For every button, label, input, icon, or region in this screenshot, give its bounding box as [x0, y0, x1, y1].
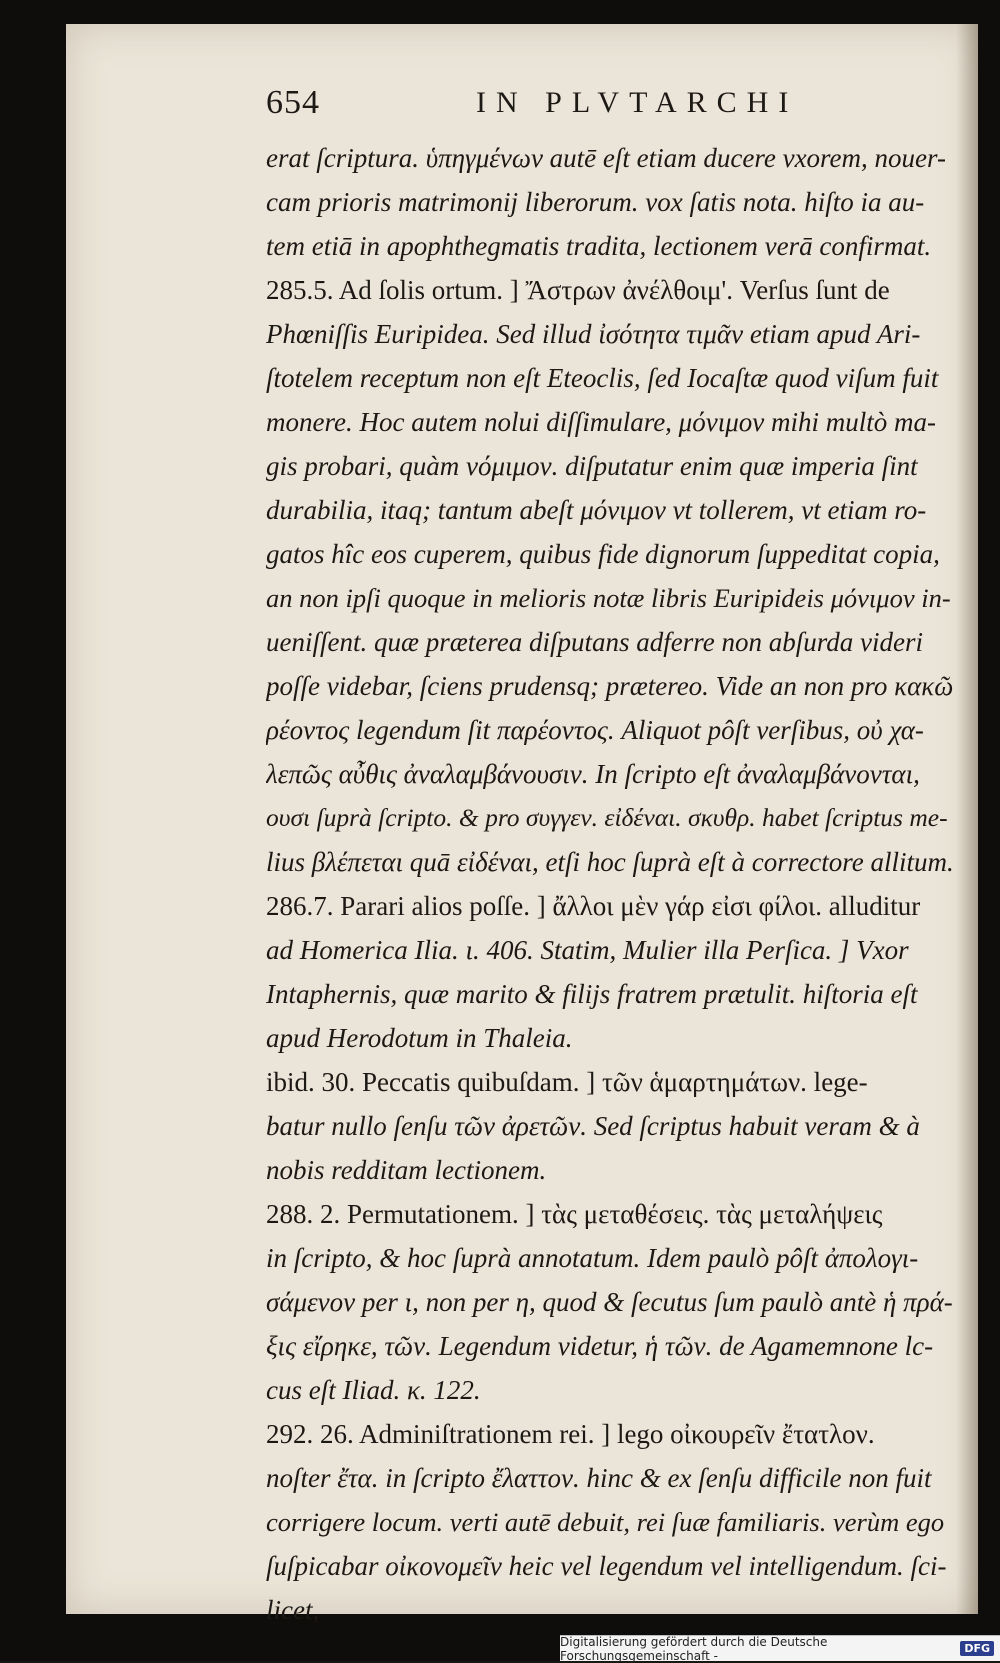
- text-line: ueniſſent. quæ præterea diſputans adferre non abſurda videri: [266, 627, 923, 657]
- digitization-credit-bar: [560, 1635, 1000, 1661]
- text-line: ibid. 30. Peccatis quibuſdam. ] τῶν ἁμαρτημάτων. lege-: [266, 1067, 868, 1097]
- book-page: [66, 24, 978, 1625]
- text-line: nobis redditam lectionem.: [266, 1155, 547, 1185]
- text-line: an non ipſi quoque in melioris notæ libris Euripideis μόνιμον in-: [266, 583, 951, 613]
- text-line: licet,: [266, 1595, 320, 1625]
- text-line: batur nullo ſenſu τῶν ἀρετῶν. Sed ſcriptus habuit veram & à: [266, 1111, 920, 1141]
- text-line: Phœniſſis Euripidea. Sed illud ἰσότητα τιμᾶν etiam apud Ari-: [266, 319, 921, 349]
- text-line: cam prioris matrimonij liberorum. vox ſatis nota. hiſto ia au-: [266, 187, 925, 217]
- text-line: corrigere locum. verti autē debuit, rei ſuæ familiaris. verùm ego: [266, 1507, 945, 1537]
- text-line: ſuſpicabar οἰκονομεῖν heic vel legendum vel intelligendum. ſci-: [266, 1551, 947, 1581]
- text-line: monere. Hoc autem nolui diſſimulare, μόνιμον mihi multò ma-: [266, 407, 937, 437]
- text-line: lius βλέπεται quā εἰδέναι, etſi hoc ſuprà eſt à correctore allitum.: [266, 847, 954, 877]
- page-number: 654: [266, 84, 320, 121]
- text-line: Intaphernis, quæ marito & filijs fratrem prætulit. hiſtoria eſt: [266, 979, 918, 1009]
- text-line: ſtotelem receptum non eſt Eteoclis, ſed Iocaſtæ quod viſum fuit: [266, 363, 939, 393]
- text-line: apud Herodotum in Thaleia.: [266, 1023, 573, 1053]
- page-header: [266, 84, 958, 134]
- text-line: 292. 26. Adminiſtrationem rei. ] lego οἰκουρεῖν ἔτατλον.: [266, 1419, 875, 1449]
- text-line: ad Homerica Ilia. ι. 406. Statim, Mulier illa Perſica. ] Vxor: [266, 935, 909, 965]
- credit-text: Digitalisierung gefördert durch die Deutsche Forschungsgemeinschaft -: [560, 1634, 828, 1663]
- text-line: erat ſcriptura. ὑπηγμένων autē eſt etiam ducere vxorem, nouer-: [266, 143, 946, 173]
- text-line: 285.5. Ad ſolis ortum. ] Ἄστρων ἀνέλθοιμ'. Verſus ſunt de: [266, 275, 890, 305]
- text-line: gis probari, quàm νόμιμον. diſputatur enim quæ imperia ſint: [266, 451, 918, 481]
- text-line: tem etiā in apophthegmatis tradita, lectionem verā confirmat.: [266, 231, 932, 261]
- text-line: ουσι ſuprà ſcripto. & pro συγγεν. εἰδέναι. σκυθρ. habet ſcriptus me-: [266, 803, 948, 832]
- text-line: ξις εἴρηκε, τῶν. Legendum videtur, ἡ τῶν. de Agamemnone lc-: [266, 1331, 934, 1361]
- text-line: noſter ἔτα. in ſcripto ἔλαττον. hinc & ex ſenſu difficile non fuit: [266, 1463, 932, 1493]
- text-line: poſſe videbar, ſciens prudensq; prætereo. Vide an non pro κακῶ: [266, 671, 954, 701]
- text-line: gatos hîc eos cuperem, quibus fide dignorum ſuppeditat copia,: [266, 539, 940, 569]
- dfg-logo-icon: DFG: [960, 1641, 994, 1656]
- commentary-text: [266, 136, 956, 1632]
- text-line: 288. 2. Permutationem. ] τὰς μεταθέσεις. τὰς μεταλήψεις: [266, 1199, 883, 1229]
- text-line: durabilia, itaq; tantum abeſt μόνιμον vt tollerem, vt etiam ro-: [266, 495, 927, 525]
- text-line: cus eſt Iliad. κ. 122.: [266, 1375, 481, 1405]
- text-line: σάμενον per ι, non per η, quod & ſecutus ſum paulò antè ἡ πρά-: [266, 1287, 953, 1317]
- text-line: in ſcripto, & hoc ſuprà annotatum. Idem paulò pôſt ἀπολογι-: [266, 1243, 919, 1273]
- text-line: 286.7. Parari alios poſſe. ] ἄλλοι μὲν γάρ εἰσι φίλοι. alluditur: [266, 891, 921, 921]
- text-line: λεπῶς αὖθις ἀναλαμβάνουσιν. In ſcripto eſt ἀναλαμβάνονται,: [266, 759, 920, 789]
- running-title: IN PLVTARCHI: [476, 86, 799, 119]
- text-line: ρέοντος legendum ſit παρέοντος. Aliquot pôſt verſibus, οὐ χα-: [266, 715, 924, 745]
